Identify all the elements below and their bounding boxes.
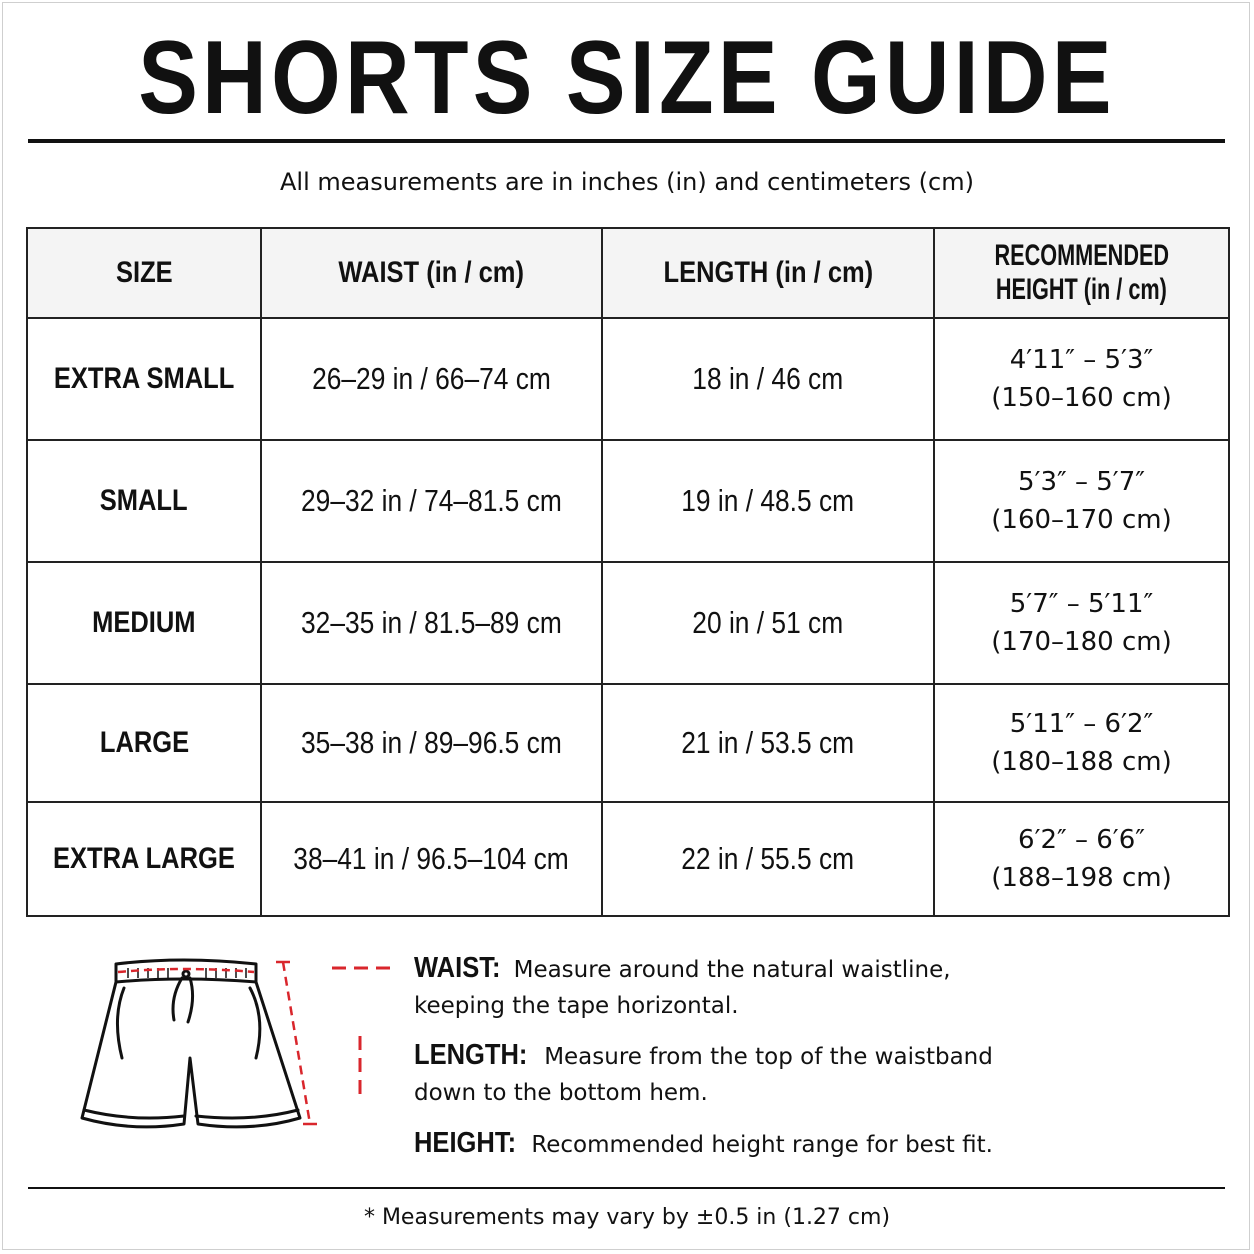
table-row — [27, 802, 1229, 916]
height-text-line1: Recommended height range for best fit. — [531, 1132, 993, 1158]
table-row — [27, 318, 1229, 440]
size-table — [26, 227, 1230, 917]
cell-height: 5′11″ – 6′2″ (180–188 cm) — [934, 684, 1229, 802]
length-text-line2: down to the bottom hem. — [414, 1080, 708, 1106]
shorts-illustration-icon — [72, 948, 332, 1148]
waist-dash-marker-icon — [330, 960, 394, 976]
cell-size: EXTRA LARGE — [27, 802, 261, 916]
waist-description — [414, 950, 1114, 1024]
length-text-line1: Measure from the top of the waistband — [544, 1044, 993, 1070]
title-divider — [28, 139, 1225, 143]
length-dash-marker-icon — [352, 1034, 368, 1100]
header-waist: WAIST (in / cm) — [261, 228, 602, 318]
table-row — [27, 440, 1229, 562]
length-term: LENGTH: — [414, 1039, 528, 1071]
cell-size: LARGE — [27, 684, 261, 802]
cell-height: 5′3″ – 5′7″ (160–170 cm) — [934, 440, 1229, 562]
cell-length: 19 in / 48.5 cm — [602, 440, 934, 562]
page-title: SHORTS SIZE GUIDE — [138, 20, 1116, 136]
cell-waist: 26–29 in / 66–74 cm — [261, 318, 602, 440]
height-term: HEIGHT: — [414, 1127, 517, 1159]
footer-divider — [28, 1187, 1225, 1189]
height-description — [414, 1125, 1114, 1163]
waist-term: WAIST: — [414, 952, 501, 984]
cell-height: 4′11″ – 5′3″ (150–160 cm) — [934, 318, 1229, 440]
cell-size: MEDIUM — [27, 562, 261, 684]
table-row — [27, 684, 1229, 802]
units-subtitle: All measurements are in inches (in) and centimeters (cm) — [280, 168, 974, 196]
cell-waist: 29–32 in / 74–81.5 cm — [261, 440, 602, 562]
cell-waist: 35–38 in / 89–96.5 cm — [261, 684, 602, 802]
table-header-row — [27, 228, 1229, 318]
header-size: SIZE — [27, 228, 261, 318]
cell-height: 5′7″ – 5′11″ (170–180 cm) — [934, 562, 1229, 684]
cell-height: 6′2″ – 6′6″ (188–198 cm) — [934, 802, 1229, 916]
cell-length: 22 in / 55.5 cm — [602, 802, 934, 916]
header-length: LENGTH (in / cm) — [602, 228, 934, 318]
cell-size: EXTRA SMALL — [27, 318, 261, 440]
header-height: RECOMMENDED HEIGHT (in / cm) — [934, 228, 1229, 318]
cell-size: SMALL — [27, 440, 261, 562]
waist-text-line2: keeping the tape horizontal. — [414, 993, 739, 1019]
cell-waist: 32–35 in / 81.5–89 cm — [261, 562, 602, 684]
waist-text-line1: Measure around the natural waistline, — [513, 957, 951, 983]
footnote: * Measurements may vary by ±0.5 in (1.27 cm) — [363, 1205, 891, 1230]
cell-length: 18 in / 46 cm — [602, 318, 934, 440]
length-description — [414, 1037, 1114, 1111]
cell-length: 20 in / 51 cm — [602, 562, 934, 684]
cell-length: 21 in / 53.5 cm — [602, 684, 934, 802]
table-row — [27, 562, 1229, 684]
cell-waist: 38–41 in / 96.5–104 cm — [261, 802, 602, 916]
